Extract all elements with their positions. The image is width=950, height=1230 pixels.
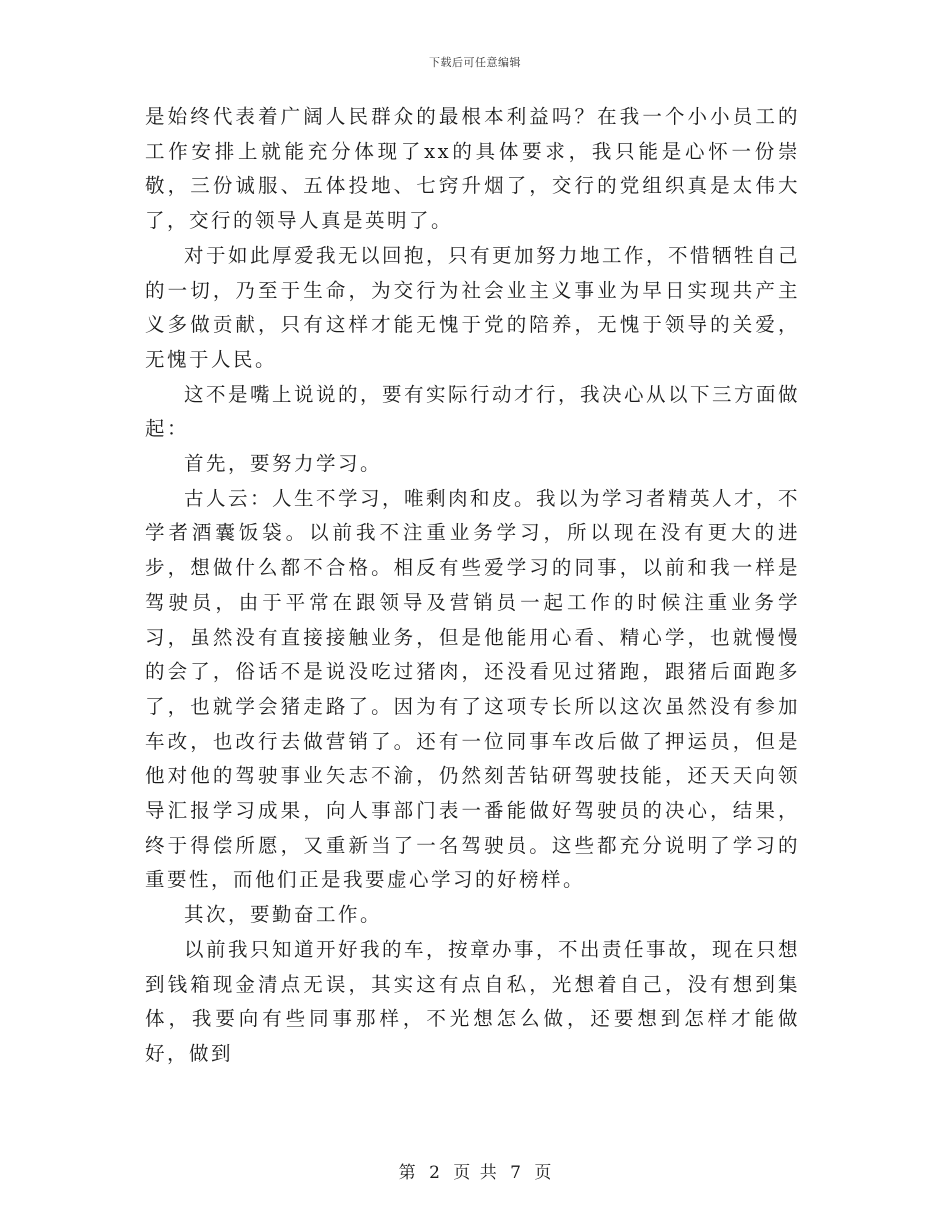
total-page-count: 7 bbox=[510, 1163, 521, 1183]
footer-prefix: 第 bbox=[398, 1163, 416, 1183]
paragraph: 这不是嘴上说说的，要有实际行动才行，我决心从以下三方面做起： bbox=[145, 382, 801, 441]
footer-suffix: 页 bbox=[534, 1163, 552, 1183]
document-body bbox=[145, 100, 800, 1072]
paragraph: 对于如此厚爱我无以回抱，只有更加努力地工作，不惜牺牲自己的一切，乃至于生命，为交行为社会业主义事业为早日实现共产主义多做贡献，只有这样才能无愧于党的陪养，无愧于领导的关爱，无愧于人民。 bbox=[145, 243, 801, 371]
section-heading: 其次，要勤奋工作。 bbox=[184, 903, 383, 927]
paragraph: 古人云：人生不学习，唯剩肉和皮。我以为学习者精英人才，不学者酒囊饭袋。以前我不注重业务学习，所以现在没有更大的进步，想做什么都不合格。相反有些爱学习的同事，以前和我一样是驾驶员，由于平常在跟领导及营销员一起工作的时候注重业务学习，虽然没有直接接触业务，但是他能用心看、精心学，也就慢慢的会了，俗话不是说没吃过猪肉，还没看见过猪跑，跟猪后面跑多了，也就学会猪走路了。因为有了这项专长所以这次虽然没有参加车改，也改行去做营销了。还有一位同事车改后做了押运员，但是他对他的驾驶事业矢志不渝，仍然刻苦钻研驾驶技能，还天天向领导汇报学习成果，向人事部门表一番能做好驾驶员的决心，结果，终于得偿所愿，又重新当了一名驾驶员。这些都充分说明了学习的重要性，而他们正是我要虚心学习的好榜样。 bbox=[145, 486, 801, 892]
current-page-number: 2 bbox=[429, 1163, 440, 1183]
paragraph: 以前我只知道开好我的车，按章办事，不出责任事故，现在只想到钱箱现金清点无误，其实这有点自私，光想着自己，没有想到集体，我要向有些同事那样，不光想怎么做，还要想到怎样才能做好，做到 bbox=[145, 937, 801, 1065]
page-number-footer bbox=[0, 1158, 950, 1183]
paragraph: 是始终代表着广阔人民群众的最根本利益吗？在我一个小小员工的工作安排上就能充分体现了xx的具体要求，我只能是心怀一份崇敬，三份诚服、五体投地、七窍升烟了，交行的党组织真是太伟大了，交行的领导人真是英明了。 bbox=[145, 105, 800, 233]
section-heading: 首先，要努力学习。 bbox=[184, 452, 383, 476]
footer-middle: 页 共 bbox=[453, 1163, 497, 1183]
page-header-note: 下载后可任意编辑 bbox=[429, 56, 521, 69]
